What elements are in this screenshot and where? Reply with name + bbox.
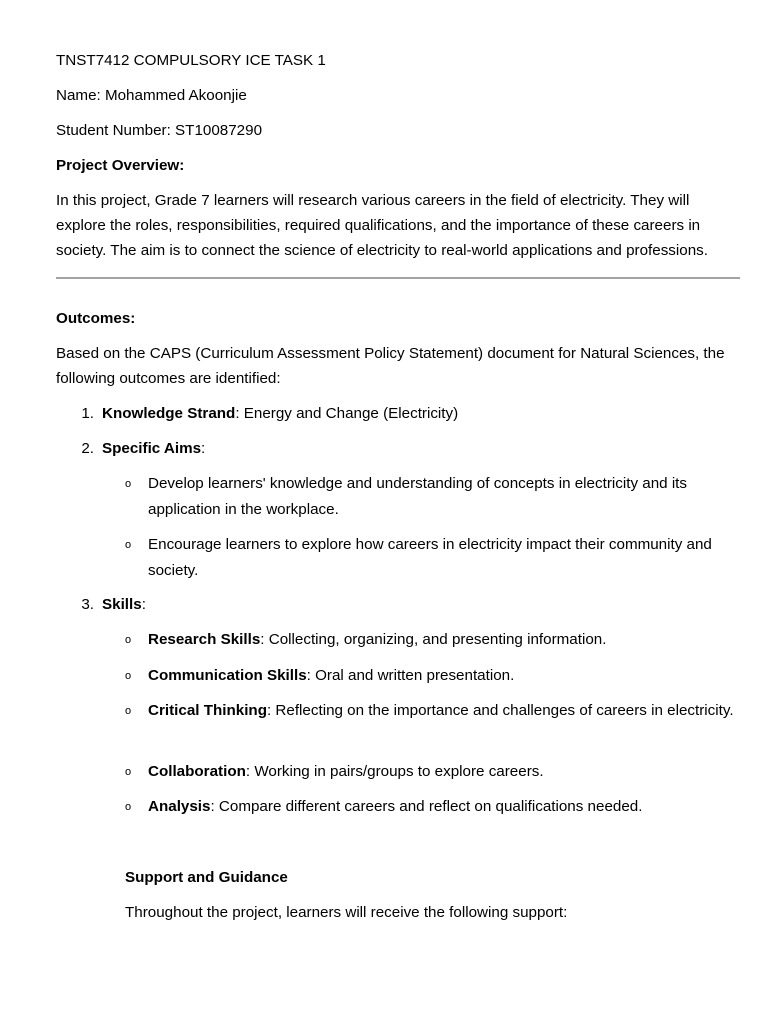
- skill-text: : Reflecting on the importance and challenges of careers in electricity.: [266, 702, 734, 719]
- list-text: Develop learners' knowledge and understanding of concepts in electricity and its application in the workplace.: [148, 475, 688, 518]
- list-label: Specific Aims: [102, 440, 202, 457]
- document-title: TNST7412 COMPULSORY ICE TASK 1: [56, 52, 326, 69]
- outcomes-heading: Outcomes:: [56, 310, 136, 327]
- circle-bullet-icon: o: [125, 670, 132, 682]
- skill-text: : Oral and written presentation.: [306, 667, 515, 684]
- support-paragraph: Throughout the project, learners will receive the following support:: [125, 904, 568, 921]
- list-text: Encourage learners to explore how careers in electricity impact their community and society.: [148, 536, 712, 579]
- skill-text: : Collecting, organizing, and presenting information.: [260, 631, 607, 648]
- skill-label: Research Skills: [148, 631, 261, 648]
- support-heading: Support and Guidance: [125, 869, 288, 886]
- skill-text: : Working in pairs/groups to explore careers.: [245, 763, 544, 780]
- skill-label: Communication Skills: [148, 667, 307, 684]
- student-name: Name: Mohammed Akoonjie: [56, 87, 247, 104]
- circle-bullet-icon: o: [125, 634, 132, 646]
- list-text: :: [201, 440, 206, 457]
- skill-text: : Compare different careers and reflect on qualifications needed.: [210, 798, 643, 815]
- list-number: 1.: [81, 405, 94, 422]
- list-label: Skills: [102, 596, 142, 613]
- outcomes-intro: Based on the CAPS (Curriculum Assessment Policy Statement) document for Natural Sciences, the following outcomes are identified:: [56, 345, 725, 387]
- overview-heading: Project Overview:: [56, 157, 185, 174]
- circle-bullet-icon: o: [125, 705, 132, 717]
- overview-paragraph: In this project, Grade 7 learners will research various careers in the field of electricity. They will explore the roles, responsibilities, required qualifications, and the importance of these careers in society. The aim is to connect the science of electricity to real-world applications and professions.: [56, 192, 708, 259]
- circle-bullet-icon: o: [125, 801, 132, 813]
- horizontal-rule: [56, 277, 740, 279]
- list-text: : Energy and Change (Electricity): [235, 405, 459, 422]
- list-number: 3.: [81, 596, 94, 613]
- skill-label: Analysis: [148, 798, 211, 815]
- list-number: 2.: [81, 440, 94, 457]
- skill-label: Collaboration: [148, 763, 246, 780]
- list-text: :: [141, 596, 146, 613]
- list-label: Knowledge Strand: [102, 405, 236, 422]
- student-number: Student Number: ST10087290: [56, 122, 263, 139]
- skill-label: Critical Thinking: [148, 702, 267, 719]
- circle-bullet-icon: o: [125, 766, 132, 778]
- circle-bullet-icon: o: [125, 539, 132, 551]
- circle-bullet-icon: o: [125, 478, 132, 490]
